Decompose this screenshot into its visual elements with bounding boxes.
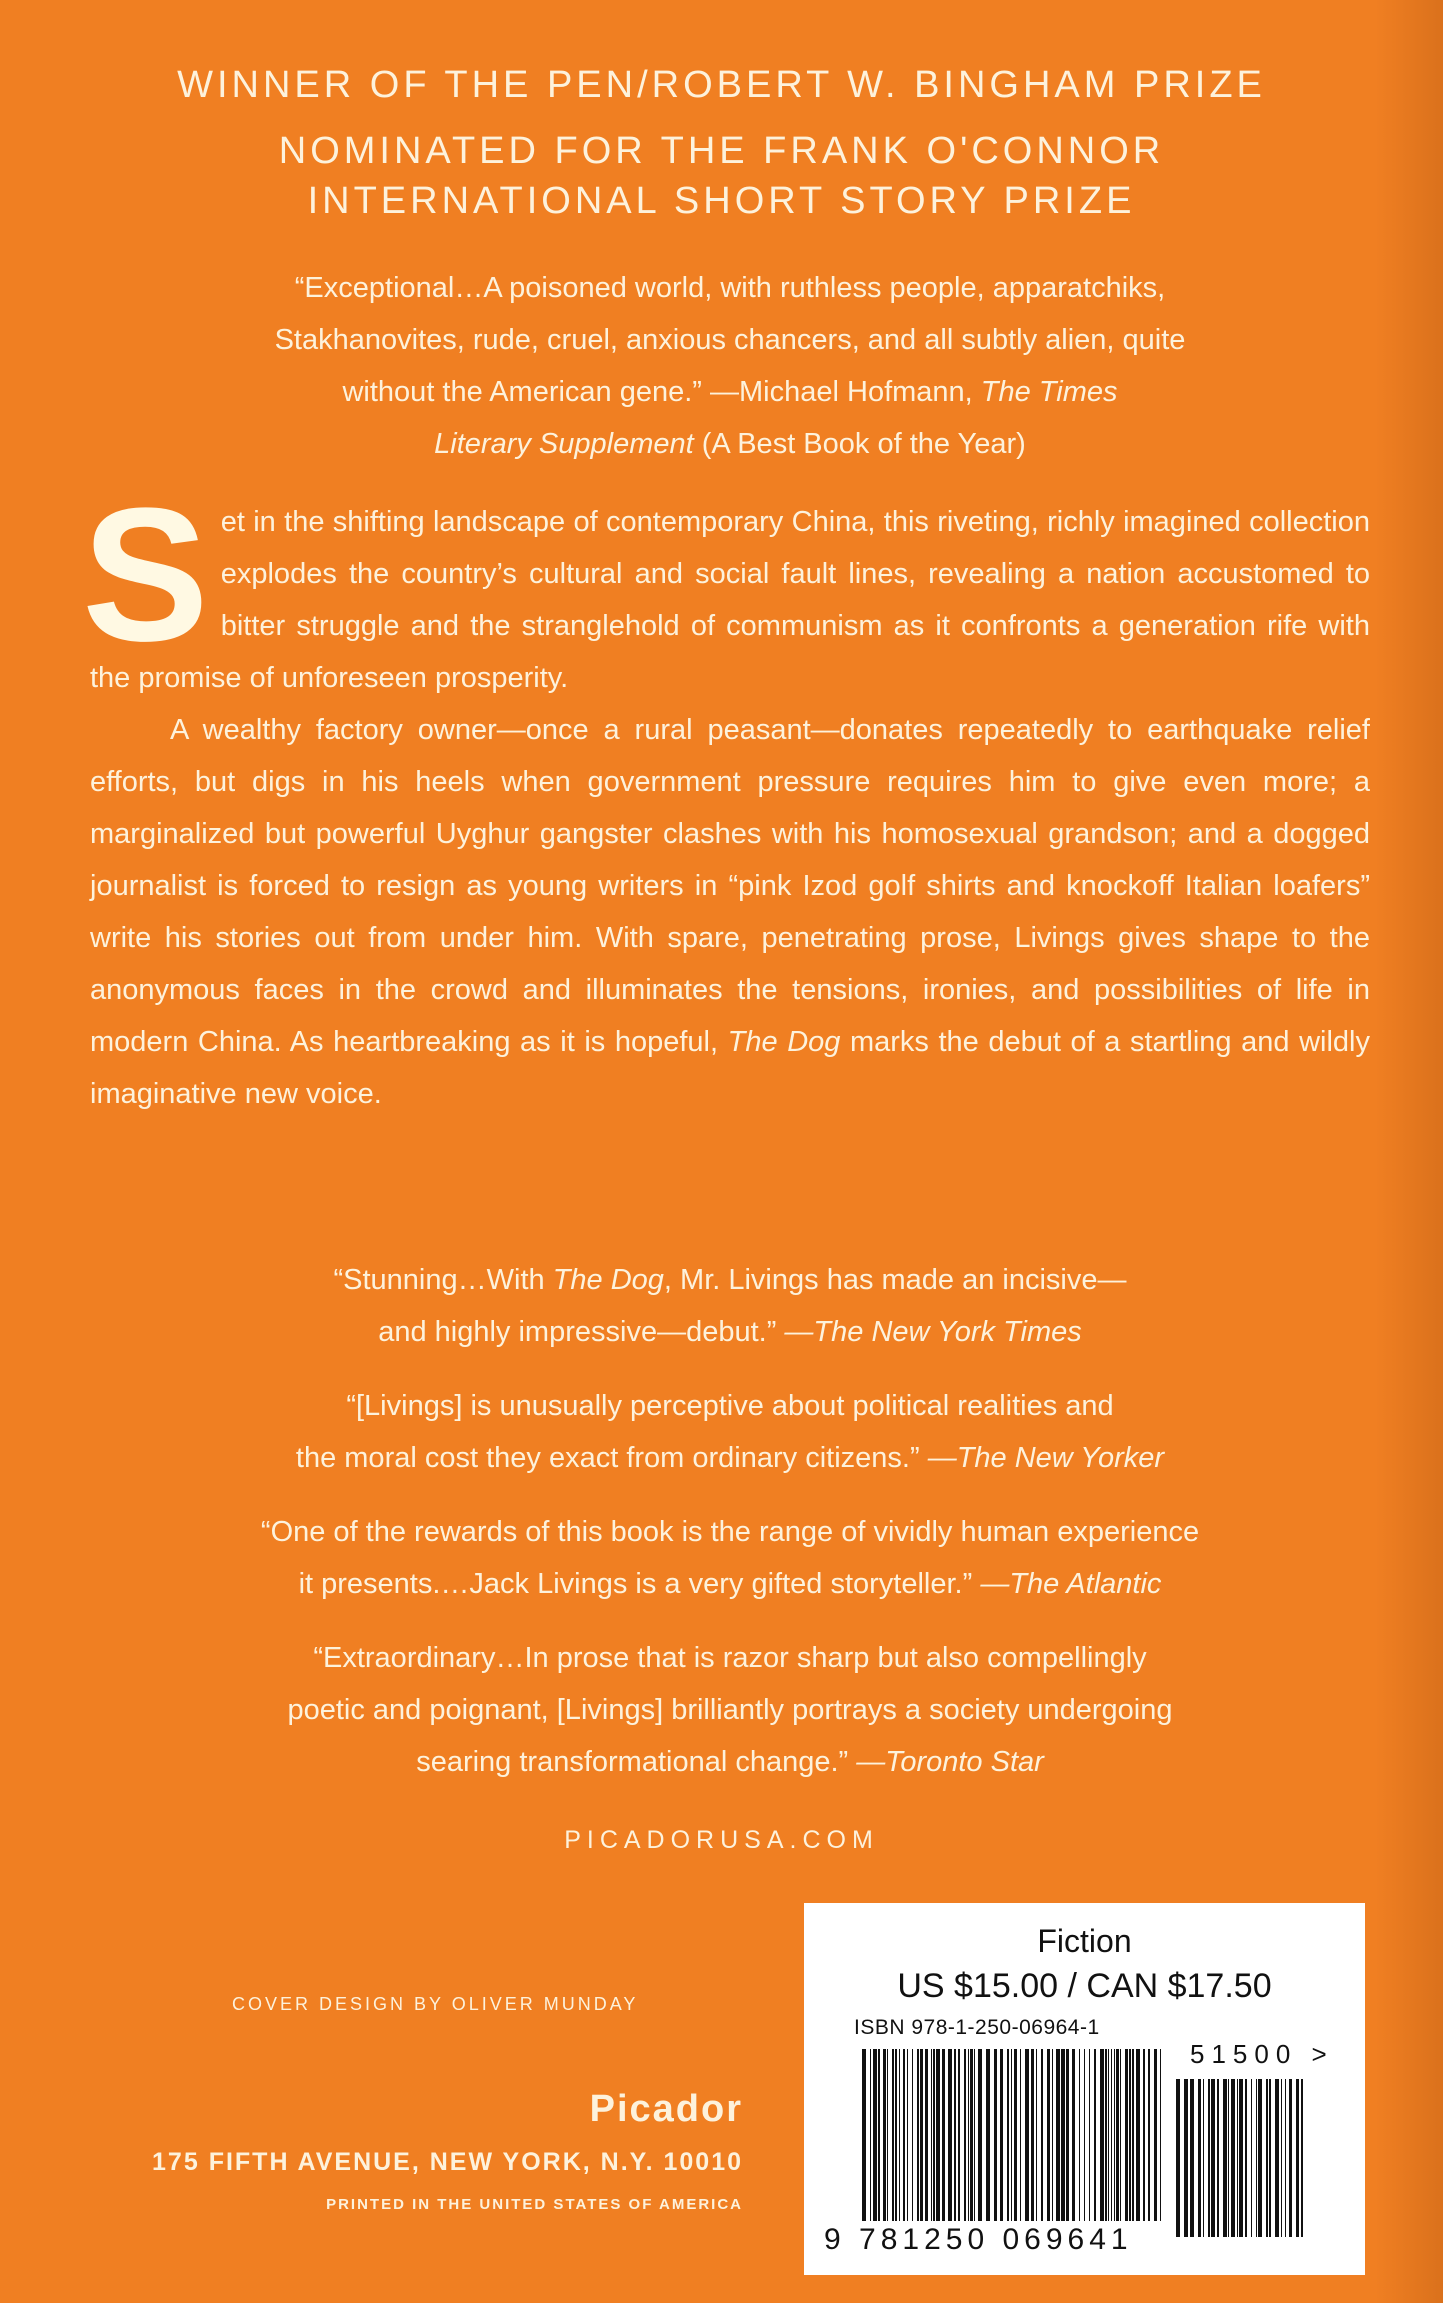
barcode-bar [892,2049,894,2221]
barcode-bar [1114,2049,1115,2221]
barcode-bar [968,2049,969,2221]
barcode-label [804,1903,1365,2275]
barcode-bar [1136,2049,1140,2221]
barcode-bar [1256,2079,1257,2237]
barcode-bar [1079,2049,1080,2221]
barcode-bar [970,2049,973,2221]
isbn: ISBN 978-1-250-06964-1 [854,2016,1100,2039]
barcode-bar [1072,2049,1075,2221]
barcode-bar [1031,2049,1034,2221]
barcode-bar [1228,2079,1229,2237]
barcode-bar [1089,2049,1090,2221]
barcode-bar [948,2049,952,2221]
barcode-bar [1190,2079,1194,2237]
barcode-bar [1066,2049,1069,2221]
barcode-bar [1184,2079,1188,2237]
barcode-bar [1120,2049,1121,2221]
barcode-bar [994,2049,997,2221]
printed-in: PRINTED IN THE UNITED STATES OF AMERICA [326,2196,743,2213]
barcode-bar [903,2049,905,2221]
website: PICADORUSA.COM [564,1826,879,1854]
award-line-1: WINNER OF THE PEN/ROBERT W. BINGHAM PRIZE [177,64,1266,106]
top-quote-line-2: Stakhanovites, rude, cruel, anxious chancers, and all subtly alien, quite [274,324,1186,356]
barcode-bar [1269,2079,1271,2237]
barcode-bar [1100,2049,1104,2221]
description-paragraph-1: Set in the shifting landscape of contemporary China, this riveting, richly imagined collection explodes the country’s cultural and social fault lines, revealing a nation accustomed to bitter struggle and the stranglehold of communism as it confronts a generation rife with the promise of unforeseen prosperity. [82,469,1370,694]
description [82,469,1370,1120]
barcode-bar [1154,2049,1157,2221]
barcode-bar [1132,2049,1134,2221]
barcode-bar [931,2049,932,2221]
top-quote-line-3: without the American gene.” —Michael Hofmann, The Times [342,376,1118,408]
barcode-bar [974,2049,975,2221]
barcode-digits: 9 781250 069641 [824,2223,1133,2256]
barcode-bar [1251,2079,1252,2237]
barcode-bar [1143,2049,1145,2221]
barcode-bar [917,2049,919,2221]
barcode-bar [1056,2049,1060,2221]
barcode-bar [958,2049,960,2221]
barcode-bar [1125,2049,1128,2221]
barcode-bar [883,2049,886,2221]
barcode-bar [878,2049,880,2221]
barcode-bar [1289,2079,1292,2237]
barcode-bar [862,2049,866,2221]
barcode-bar [1285,2079,1286,2237]
barcode-bar [964,2049,966,2221]
barcode-bar [870,2049,871,2221]
barcode-bar [1011,2049,1012,2221]
publisher-address: 175 FIFTH AVENUE, NEW YORK, N.Y. 10010 [152,2148,743,2176]
barcode-bar [1129,2049,1131,2221]
barcode-bar [978,2049,982,2221]
award-line-3: INTERNATIONAL SHORT STORY PRIZE [307,180,1136,222]
drop-cap: S [82,469,209,681]
barcode-bar [1041,2049,1043,2221]
barcode-bar [1301,2079,1303,2237]
barcode-bar [1148,2049,1150,2221]
barcode-bar [1237,2079,1238,2237]
barcode-bar [936,2049,940,2221]
barcode-bar [1007,2049,1009,2221]
addon-barcode-bars-icon [1176,2079,1336,2237]
barcode-bar [895,2049,897,2221]
barcode-bar [933,2049,935,2221]
barcode-bar [1014,2049,1017,2221]
barcode-bar [1111,2049,1112,2221]
barcode-bar [1296,2079,1299,2237]
barcode-bar [1020,2049,1021,2221]
top-quote [90,262,1370,470]
price: US $15.00 / CAN $17.50 [897,1967,1272,2005]
category: Fiction [1037,1923,1132,1959]
barcode-bar [873,2049,877,2221]
barcode-bar [1116,2049,1119,2221]
barcode-bar [1211,2079,1215,2237]
barcode-bar [1198,2079,1201,2237]
barcode-bar [1094,2049,1096,2221]
barcode-bar [920,2049,923,2221]
barcode-bar [1061,2049,1065,2221]
publisher-name: Picador [589,2088,743,2130]
barcode-bar [925,2049,928,2221]
barcode-bar [942,2049,945,2221]
barcode-bar [1223,2079,1227,2237]
barcode-bar [1203,2079,1204,2237]
barcode-bar [1000,2049,1003,2221]
top-quote-line-1: “Exceptional…A poisoned world, with ruthless people, apparatchiks, [294,272,1166,304]
quote-new-yorker: “[Livings] is unusually perceptive about political realities and the moral cost they exact from ordinary citizens.” —The New Yorker [295,1390,1165,1474]
barcode-bar [1025,2049,1029,2221]
barcode-bar [1036,2049,1037,2221]
barcode-bar [907,2049,908,2221]
top-quote-line-4: Literary Supplement (A Best Book of the Year) [434,428,1026,460]
quote-nyt: “Stunning…With The Dog, Mr. Livings has made an incisive— and highly impressive—debut.” —The New York Times [333,1264,1127,1348]
barcode-bar [1160,2049,1161,2221]
barcode-bar [1052,2049,1053,2221]
barcode-bar [912,2049,913,2221]
barcode-bar [1108,2049,1109,2221]
barcode-bar [954,2049,956,2221]
barcode-bar [1266,2079,1268,2237]
edge-shading [1375,0,1443,2303]
barcode-bar [1231,2079,1235,2237]
barcode-bar [1208,2079,1210,2237]
quote-atlantic: “One of the rewards of this book is the range of vividly human experience it presents.…Jack Livings is a very gifted storyteller.” —The Atlantic [260,1516,1200,1600]
barcode-bar [1239,2079,1243,2237]
barcode-bar [1105,2049,1107,2221]
description-paragraph-2: A wealthy factory owner—once a rural peasant—donates repeatedly to earthquake relief efforts, but digs in his heels when government pressure requires him to give even more; a marginalized but powerful Uyghur gangster clashes with his homosexual grandson; and a dogged journalist is forced to resign as young writers in “pink Izod golf shirts and knockoff Italian loafers” write his stories out from under him. With spare, penetrating prose, Livings gives shape to the anonymous faces in the crowd and illuminates the tensions, ironies, and possibilities of life in modern China. As heartbreaking as it is hopeful, The Dog marks the debut of a startling and wildly imaginative new voice. [90,714,1370,1110]
barcode-bar [1176,2079,1180,2237]
barcode-bar [986,2049,990,2221]
award-line-2: NOMINATED FOR THE FRANK O'CONNOR [278,130,1165,172]
barcode-bar [1258,2079,1262,2237]
barcode-bar [1217,2079,1219,2237]
barcode-bar [1245,2079,1247,2237]
barcode-bar [887,2049,888,2221]
barcode-bar [1275,2079,1279,2237]
barcode-bar [1047,2049,1050,2221]
barcode-bar [1084,2049,1085,2221]
barcode-bar [1281,2079,1282,2237]
addon-digits: 51500 > [1190,2039,1334,2069]
cover-credit: COVER DESIGN BY OLIVER MUNDAY [232,1994,639,2014]
quote-toronto-star: “Extraordinary…In prose that is razor sharp but also compellingly poetic and poignant, [Livings] brilliantly portrays a society undergoing searing transformational change.” —Toronto Star [287,1642,1173,1778]
barcode-bar [899,2049,900,2221]
